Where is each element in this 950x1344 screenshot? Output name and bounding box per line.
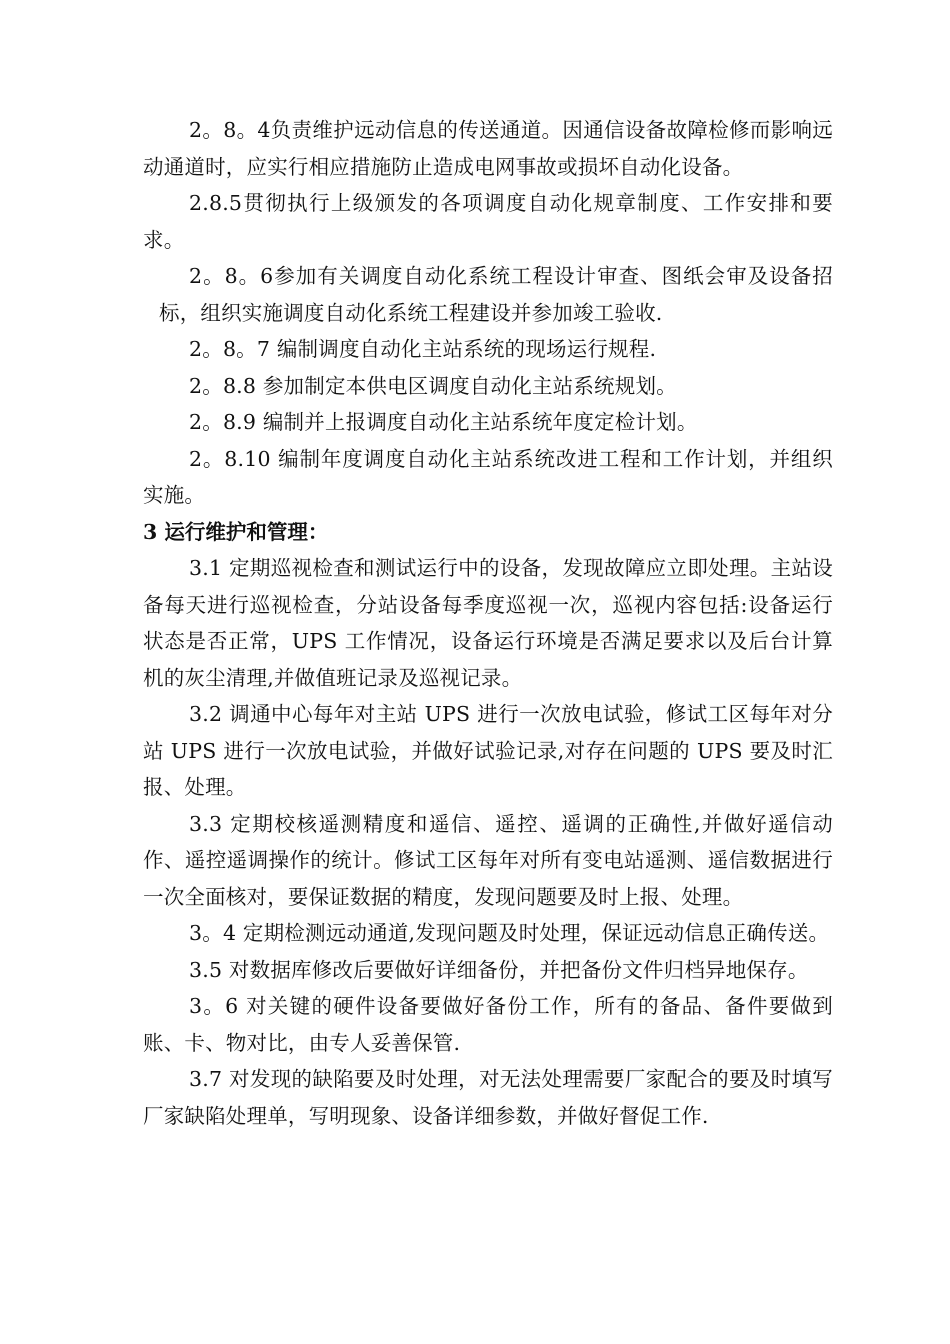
paragraph-2-8-5: 2.8.5贯彻执行上级颁发的各项调度自动化规章制度、工作安排和要求。 (143, 191, 833, 252)
paragraph-2-8-7: 2。8。7 编制调度自动化主站系统的现场运行规程. (189, 337, 657, 361)
paragraph-3-2: 3.2 调通中心每年对主站 UPS 进行一次放电试验，修试工区每年对分站 UPS 进行一次放电试验，并做好试验记录,对存在问题的 UPS 要及时汇报、处理。 (143, 702, 833, 799)
paragraph-2-8-6: 2。8。6参加有关调度自动化系统工程设计审查、图纸会审及设备招标，组织实施调度自动化系统工程建设并参加竣工验收. (159, 264, 833, 325)
section-heading: 3 运行维护和管理： (143, 519, 329, 544)
paragraph-2-8-9: 2。8.9 编制并上报调度自动化主站系统年度定检计划。 (189, 410, 698, 434)
paragraph-2-8-8: 2。8.8 参加制定本供电区调度自动化主站系统规划。 (189, 373, 677, 398)
paragraph-3-1: 3.1 定期巡视检查和测试运行中的设备，发现故障应立即处理。主站设备每天进行巡视检查，分站设备每季度巡视一次，巡视内容包括:设备运行状态是否正常，UPS 工作情况，设备运行环境是否满足要求以及后台计算机的灰尘清理,并做值班记录及巡视记录。 (143, 556, 833, 690)
paragraph-3-6: 3。6 对关键的硬件设备要做好备份工作，所有的备品、备件要做到账、卡、物对比，由专人妥善保管. (143, 994, 833, 1055)
paragraph-3-7: 3.7 对发现的缺陷要及时处理，对无法处理需要厂家配合的要及时填写厂家缺陷处理单，写明现象、设备详细参数，并做好督促工作. (143, 1067, 833, 1128)
paragraph-2-8-10: 2。8.10 编制年度调度自动化主站系统改进工程和工作计划，并组织实施。 (143, 446, 833, 507)
document-body (143, 112, 833, 1134)
paragraph-3-4: 3。4 定期检测远动通道,发现问题及时处理，保证远动信息正确传送。 (189, 921, 830, 945)
paragraph-3-3: 3.3 定期校核遥测精度和遥信、遥控、遥调的正确性,并做好遥信动作、遥控遥调操作的统计。修试工区每年对所有变电站遥测、遥信数据进行一次全面核对，要保证数据的精度，发现问题要及时上报、处理。 (143, 811, 833, 909)
paragraph-3-5: 3.5 对数据库修改后要做好详细备份，并把备份文件归档异地保存。 (189, 957, 809, 982)
paragraph-2-8-4: 2。8。4负责维护远动信息的传送通道。因通信设备故障检修而影响远动通道时，应实行相应措施防止造成电网事故或损坏自动化设备。 (143, 118, 833, 179)
